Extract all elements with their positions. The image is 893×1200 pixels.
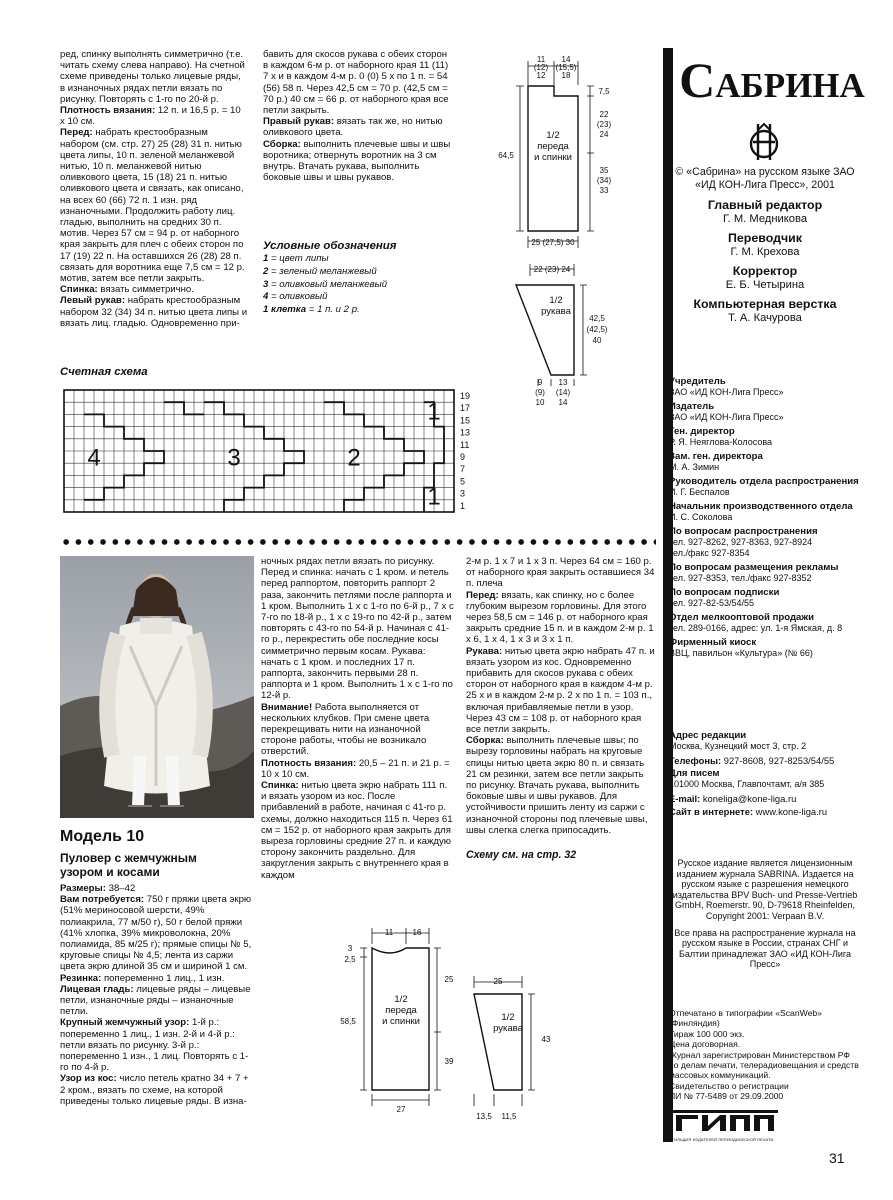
motif-outline [164,402,204,414]
dim-label: 11 [384,928,394,937]
credit-name: Г. М. Медникова [722,213,808,225]
paragraph: Рукава: нитью цвета экрю набрать 47 п. и вязать узором из кос. Одновременно прибавить для скосов рукава с обеих сторон от наборного края в каждом 4-м р. 25 х и в каждом 2-м р. 2 х по 1 п. = 103 п., включая прибавляемые петли в узор. Через 43 см = 108 р. от наборного края все петли закрыть. [466,645,655,736]
dim-label: (34) [596,176,612,185]
dim-label: 25 (27,5) 30 [531,238,575,247]
dim-label: 12 [536,71,546,80]
dim-label: 22 [599,110,609,119]
info-value: ЗАО «ИД КОН-Лига Пресс» [669,412,784,422]
credit-role: Переводчик [728,231,802,245]
paragraph: ночных рядах петли вязать по рисунку. Перед и спинка: начать с 1 кром. и петель перед раппортом, повторить раппорт 2 раза, закончить петлями после раппорта и 1 кром. Выполнить 1 х с 1-го по 6-й р., 7 х с 7-го по 18-й р., 1 х с 19-го по 42-й р., затем повторять с 43-го по 54-й р. Начиная с 41-го р., перекрестить обе последние косы симметрично первым косам. Рукава: начать с 1 кром. и последних 17 п. раппорта, закончить первыми 28 п. раппорта и 1 кром. Выполнить 1 х с 1-го по 12-й р. [261,556,454,702]
dim-label: 25 [493,977,503,986]
motif-number: 2 [347,444,361,472]
row-label: 15 [460,415,471,426]
dim-label: 18 [561,71,571,80]
pattern-svg [334,924,574,1120]
paragraph: Размеры: 38–42 [60,883,136,894]
publisher-logo-icon [744,120,784,162]
dim-label: 64,5 [498,151,514,160]
info-value: ЗАО «ИД КОН-Лига Пресс» [669,387,784,397]
motif-number: 4 [87,444,101,472]
info-value: И. Г. Беспалов [669,487,730,497]
info-label: Ген. директор [669,426,735,437]
dim-label: (42,5) [586,325,608,334]
paragraph: Правый рукав: вязать так же, но нитью оливкового цвета. [263,116,443,139]
rights-text: Все права на распространение журнала на русском языке в России, странах СНГ и Балтии принадлежат ЗАО «ИД КОН-Лига Пресс» [674,927,856,970]
legend-item: 1 клетка = 1 п. и 2 р. [263,304,360,316]
info-label: Для писем [669,768,720,779]
info-label: Издатель [669,401,715,412]
paragraph: Сборка: выполнить плечевые швы и швы воротника; отвернуть воротник на 3 см внутрь. Втачать рукава, выполнить боковые швы и швы рукавов. [263,138,451,184]
email-link[interactable]: koneliga@kone-liga.ru [700,793,797,804]
dim-label: (23) [596,120,612,129]
paragraph: Лицевая гладь: лицевые ряды – лицевые петли, изнаночные ряды – изнаночные петли. [60,983,251,1018]
row-label: 7 [460,464,466,475]
dim-label: 16 [412,928,422,937]
credit-name: Г. М. Крехова [730,246,800,258]
dim-label: 35 [599,166,609,175]
paragraph: бавить для скосов рукава с обеих сторон в каждом 6-м р. от наборного края 11 (11) 7 х и в каждом 4-м р. 0 (0) 5 х по 1 п. = 54 (56) 58 п. Через 42,5 см = 70 р. (42,5 см = 70 р.) 40 см = 66 р. от наборного края все петли закрыть. [263,49,449,117]
paragraph: ред, спинку выполнять симметрично (т.е. читать схему слева направо). На счетной схеме приведены только лицевые ряды, в изнаночных рядах петли вязать по рисунку. Повторять с 1-го по 20-й р. [60,49,245,105]
info-value: тел. 927-8353, тел./факс 927-8352 [669,573,812,583]
paragraph: Резинка: попеременно 1 лиц., 1 изн. [60,972,225,984]
model-title: Модель 10 [60,828,145,845]
info-label: Руководитель отдела распространения [669,476,859,487]
pattern-outline [516,285,574,375]
pattern-svg [494,55,624,250]
credit-role: Корректор [732,264,798,278]
paragraph: Вам потребуется: 750 г пряжи цвета экрю (51% мериносовой шерсти, 49% полиакрила, 77 м/50 г), 50 г белой пряжи (41% хлопка, 39% микроволокна, 20% полиамида, 85 м/25 г); прямые спицы № 5, круговые спицы № 4,5; лента из саржи цвета экрю длиной 35 см и шириной 1 см. [60,894,252,973]
dim-label: 39 [444,1057,454,1066]
dim-label: 40 [592,336,602,345]
info-label: По вопросам размещения рекламы [669,562,839,573]
contacts [669,730,861,819]
credits-list [669,198,861,325]
dim-label: (14) [555,388,571,397]
info-label: Зам. ген. директора [669,451,763,462]
paragraph: Внимание! Работа выполняется от нескольких клубков. При смене цвета перекрещивать нити на изнаночной стороне работы, чтобы не возникало отверстий. [261,701,430,758]
pattern-bottom [334,924,574,1120]
piece-label: переда [537,141,569,152]
legend-item: 4 = оливковый [263,291,328,303]
dim-label: 25 [444,975,454,984]
gipp-logo [672,1106,778,1140]
dim-label: 11 [536,55,546,64]
dim-label: 11,5 [501,1112,517,1120]
model-subtitle: Пуловер с жемчужным узором и косами [60,851,197,879]
see-scheme-note: Схему см. на стр. 32 [466,849,577,862]
text-column-right [466,556,656,861]
paragraph: Крупный жемчужный узор: 1-й р.: попеременно 1 лиц., 1 изн. 2-й и 4-й р.: петли вязать по рисунку. 3-й р.: попеременно 1 изн., 1 лиц. Повторять с 1-го по 4-й р. [60,1017,249,1074]
paragraph: Перед: набрать крестообразным набором (см. стр. 27) 25 (28) 31 п. нитью цвета липы, 10 п. зеленой меланжевой нитью, 10 п. меланжевой нитью оливкового цвета, 15 (18) 21 п. нитью оливкового цвета и связать, как описано, на всех 60 (66) 72 п. 1 изн. ряд изнаночными. Продолжить работу лиц. гладью, выполнить на средних 30 п. мотив. Через 57 см = 94 р. от наборного края закрыть для плеч с обеих сторон по 17 (19) 22 п. На оставшихся 26 (28) 28 п. связать для воротника еще 7,5 см = 12 р. мотив, затем все петли закрыть. [60,127,245,285]
dim-label: 7,5 [598,87,610,96]
info-label: Адрес редакции [669,730,747,741]
dim-label: (9) [535,388,545,397]
piece-label: и спинки [534,152,572,163]
info-value: тел. 927-82-53/54/55 [669,598,755,608]
info-row: E-mail: koneliga@kone-liga.ru [669,793,797,804]
license-text: Русское издание является лицензионным изданием журнала SABRINA. Издается на русском языке с разрешения немецкого издательства BPV Buch- und Presse-Vertrieb GmbH, Roemerstr. 90, D-79618 Rheinfelden, Copyright 2001: Verpaan B.V. [672,858,858,921]
dim-label: 22 (23) 24 [533,265,571,274]
piece-label: переда [385,1005,417,1016]
dotted-separator [60,538,656,546]
magazine-name: Сабрина [679,52,865,108]
motif-number: 1 [427,483,441,511]
model-photo [60,556,254,818]
credit-role: Компьютерная верстка [693,297,837,311]
dim-label: 10 [535,398,545,407]
legend-item: 2 = зеленый меланжевый [263,265,377,277]
counting-chart [60,386,478,522]
print-info: Отпечатано в типографии «ScanWeb» (Финляндия) Тираж 100 000 экз. Цена договорная. Журнал зарегистрирован Министерством РФ по делам печати, телерадиовещания и средств массовых коммуникаций. Свидетельство о регистрации ПИ № 77-5489 от 29.09.2000 [669,1008,859,1102]
legend-item: 1 = цвет липы [263,253,329,264]
credit-name: Е. Б. Четырина [725,279,805,291]
info-value: Москва, Кузнецкий мост 3, стр. 2 [669,741,807,751]
gipp-logo-icon [672,1106,778,1132]
paragraph: Левый рукав: набрать крестообразным набором 32 (34) 34 п. нитью цвета липы и вязать лиц. гладью. Одновременно при- [60,295,248,329]
credit-name: Т. А. Качурова [728,312,802,324]
info-label: По вопросам подписки [669,587,780,598]
legend-list [263,253,453,317]
piece-label: рукава [541,306,571,317]
piece-label: 1/2 [546,130,560,141]
info-row: Сайт в интернете: www.kone-liga.ru [669,806,828,817]
row-label: 3 [460,488,466,499]
piece-label: 1/2 [501,1012,515,1023]
info-label: Отдел мелкооптовой продажи [669,612,815,623]
row-label: 1 [460,500,466,511]
info-value: М. А. Зимин [669,462,720,472]
row-label: 9 [460,452,466,462]
row-label: 17 [460,403,471,414]
page-number: 31 [829,1150,845,1166]
row-label: 13 [460,427,471,438]
paragraph: Спинка: вязать симметрично. [60,284,194,296]
model-section [60,827,252,1107]
dim-label: 14 [558,398,568,407]
piece-label: рукава [493,1023,523,1034]
logo-caption: ГИЛЬДИЯ ИЗДАТЕЛЕЙ ПЕРИОДИЧЕСКОЙ ПЕЧАТИ [672,1137,774,1142]
chart-title: Счетная схема [60,366,148,378]
info-value: ВВЦ, павильон «Культура» (№ 66) [669,648,813,658]
motif-number: 3 [227,444,241,472]
photo-illustration [60,556,254,818]
dim-label: 2,5 [344,955,356,964]
legend-item: 3 = оливковый меланжевый [263,278,388,290]
info-label: По вопросам распространения [669,526,818,537]
dim-label: 9 [537,378,543,387]
piece-label: 1/2 [394,994,408,1005]
piece-label: и спинки [382,1016,420,1027]
info-value: тел. 927-8262, 927-8363, 927-8924 тел./факс 927-8354 [669,537,813,558]
dim-label: (12) [533,63,549,72]
info-value: 101000 Москва, Главпочтамт, а/я 385 [669,779,825,789]
text-column-1 [60,49,248,329]
dim-label: 58,5 [340,1017,356,1026]
credit-role: Главный редактор [707,198,823,212]
sidebar-info [669,376,861,662]
dim-label: 3 [347,944,353,953]
pattern-sleeve-top [494,258,624,414]
text-column-2 [263,49,453,183]
info-value: И. С. Соколова [669,512,733,522]
pattern-outline [474,994,522,1090]
website-link[interactable]: www.kone-liga.ru [753,806,828,817]
legend-title: Условные обозначения [263,240,397,252]
pattern-svg [494,258,624,414]
paragraph: Спинка: нитью цвета экрю набрать 111 п. и вязать узором из кос. После прибавлений в работе, начиная с 41-го р. схемы, должно находиться 115 п. Через 61 см = 152 р. от наборного края закрыть для выреза горловины средние 27 п. и каждую сторону закончить раздельно. Для закругления закрыть с внутреннего края в каждом [261,780,453,881]
info-value: Р. Я. Неяглова-Колосова [669,437,773,447]
piece-label: 1/2 [549,295,563,306]
copyright: © «Сабрина» на русском языке ЗАО «ИД КОН-Лига Пресс», 2001 [675,166,855,191]
dim-label: (15,5) [555,63,577,72]
pattern-front-back-top [494,55,624,250]
row-label: 5 [460,476,466,487]
paragraph: Плотность вязания: 20,5 – 21 п. и 21 р. = 10 x 10 см. [261,757,450,780]
paragraph: Сборка: выполнить плечевые швы; по вырезу горловины набрать на круговые спицы нитью цвета экрю 80 п. и связать 21 см резинки, затем все петли закрыть по рисунку. Втачать рукава, выполнить боковые швы и швы рукавов. Для устойчивости пришить ленту из саржи с изнаночной стороны под плечевые швы, швы слегка слегка припосадить. [466,735,648,836]
chart-grid-svg [60,386,478,522]
magazine-title [678,50,866,110]
dim-label: 13,5 [476,1112,492,1120]
license [669,858,861,970]
legend [263,239,453,317]
sidebar-credits [669,166,861,330]
dim-label: 13 [558,378,568,387]
info-label: Учредитель [669,376,726,387]
paragraph: Узор из кос: число петель кратно 34 + 7 + 2 кром., вязать по схеме, на которой приведены только лицевые ряды. В изна- [60,1073,249,1107]
info-label: Фирменный киоск [669,637,757,648]
paragraph: Плотность вязания: 12 п. и 16,5 р. = 10 x 10 см. [60,105,241,128]
info-row: Телефоны: 927-8608, 927-8253/54/55 [669,755,835,766]
info-label: Начальник производственного отдела [669,501,853,512]
dim-label: 42,5 [589,314,605,323]
text-column-mid [261,556,455,881]
dim-label: 43 [541,1035,551,1044]
paragraph: 2-м р. 1 х 7 и 1 х 3 п. Через 64 см = 160 р. от наборного края закрыть оставшиеся 34 п. плеча [466,556,655,590]
motif-number: 1 [427,398,441,426]
dim-label: 33 [599,186,609,195]
dim-label: 14 [561,55,571,64]
dim-label: 27 [396,1105,406,1114]
row-label: 11 [460,439,470,450]
paragraph: Перед: вязать, как спинку, но с более глубоким вырезом горловины. Для этого через 58,5 см = 146 р. от наборного края закрыть средние 15 п. и в каждом 2-м р. 1 х 6, 1 х 4, 1 х 3 и 3 х 1 п. [466,589,654,646]
info-value: тел. 289-0166, адрес: ул. 1-я Ямская, д. 8 [669,623,843,633]
dim-label: 24 [599,130,609,139]
row-label: 19 [460,391,471,401]
